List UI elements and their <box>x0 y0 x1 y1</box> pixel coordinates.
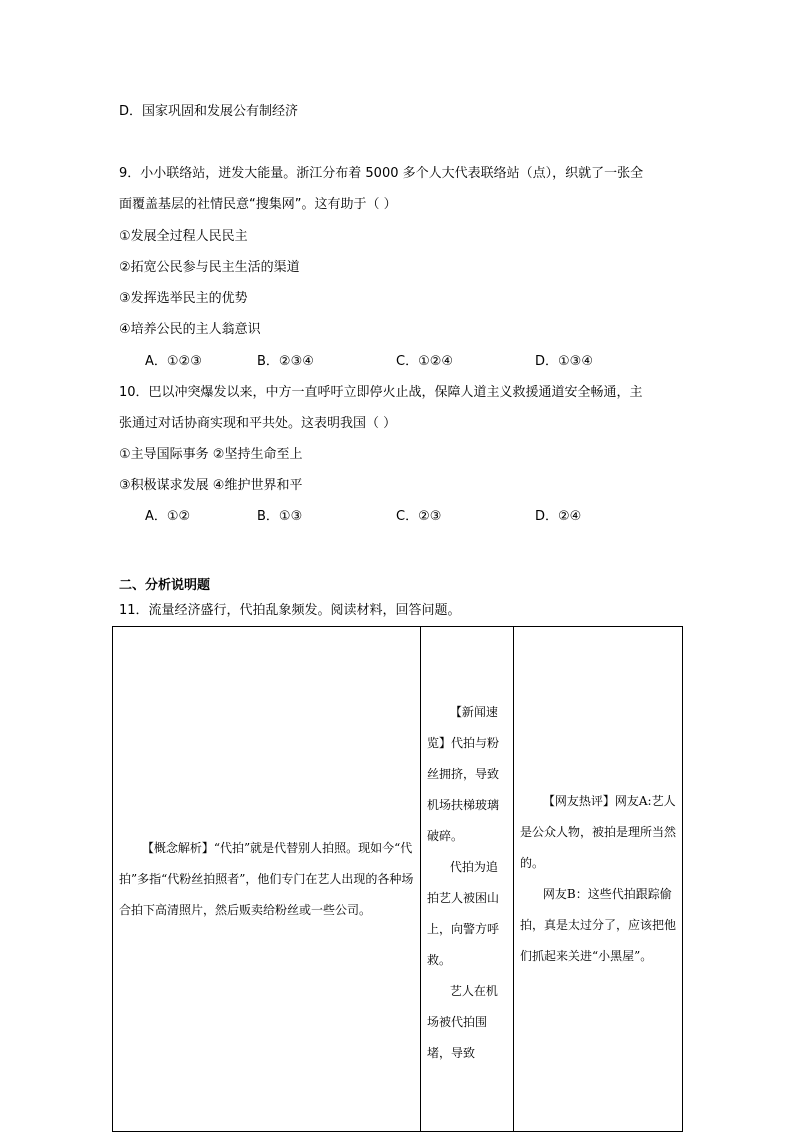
q10-option-a: A．①② <box>145 509 191 524</box>
netizen-comments-text: 【网友热评】网友A:艺人是公众人物，被拍是理所当然的。 网友B：这些代拍跟踪偷拍，真是太过分了，应该把他们抓起来关进“小黑屋”。 <box>520 794 676 963</box>
q10-option-d: D．②④ <box>535 509 582 524</box>
q11-stem: 11．流量经济盛行，代拍乱象频发。阅读材料，回答问题。 <box>119 603 461 618</box>
news-overview-text: 【新闻速览】代拍与粉丝拥挤，导致机场扶梯玻璃破碎。 代拍为追拍艺人被困山上，向警方呼救。 艺人在机场被代拍围堵，导致 <box>427 705 500 1060</box>
q10-items-row-1: ①主导国际事务 ②坚持生命至上 <box>119 447 303 462</box>
material-table-row <box>113 627 683 1132</box>
q9-stem-line-2: 面覆盖基层的社情民意“搜集网”。这有助于（ ） <box>119 197 397 212</box>
q9-item-4: ④培养公民的主人翁意识 <box>119 322 261 337</box>
q9-item-2: ②拓宽公民参与民主生活的渠道 <box>119 260 300 275</box>
material-table <box>112 626 683 1132</box>
q9-option-b: B．②③④ <box>257 354 314 369</box>
q10-option-c: C．②③ <box>396 509 442 524</box>
q9-stem-line-1: 9．小小联络站，迸发大能量。浙江分布着 5000 多个人大代表联络站（点），织就了一张全 <box>119 166 644 181</box>
q9-option-c: C．①②④ <box>396 354 454 369</box>
section-title: 二、分析说明题 <box>119 578 211 593</box>
q10-items-row-2: ③积极谋求发展 ④维护世界和平 <box>119 478 303 493</box>
previous-question-option-d: D．国家巩固和发展公有制经济 <box>119 104 299 119</box>
netizen-comments-cell <box>514 627 683 1132</box>
q9-option-d: D．①③④ <box>535 354 593 369</box>
news-overview-cell <box>421 627 514 1132</box>
q10-option-b: B．①③ <box>257 509 303 524</box>
q10-stem-line-2: 张通过对话协商实现和平共处。这表明我国（ ） <box>119 416 397 431</box>
concept-analysis-cell <box>113 627 421 1132</box>
q9-item-1: ①发展全过程人民民主 <box>119 229 248 244</box>
q9-item-3: ③发挥选举民主的优势 <box>119 291 248 306</box>
concept-analysis-text: 【概念解析】“代拍”就是代替别人拍照。现如今“代拍”多指“代粉丝拍照者”，他们专门在艺人出现的各种场合拍下高清照片，然后贩卖给粉丝或一些公司。 <box>119 840 414 917</box>
q9-options <box>145 352 625 372</box>
q10-stem-line-1: 10．巴以冲突爆发以来，中方一直呼吁立即停火止战，保障人道主义救援通道安全畅通，主 <box>119 385 643 400</box>
q10-options <box>145 507 625 527</box>
q9-option-a: A．①②③ <box>145 354 202 369</box>
